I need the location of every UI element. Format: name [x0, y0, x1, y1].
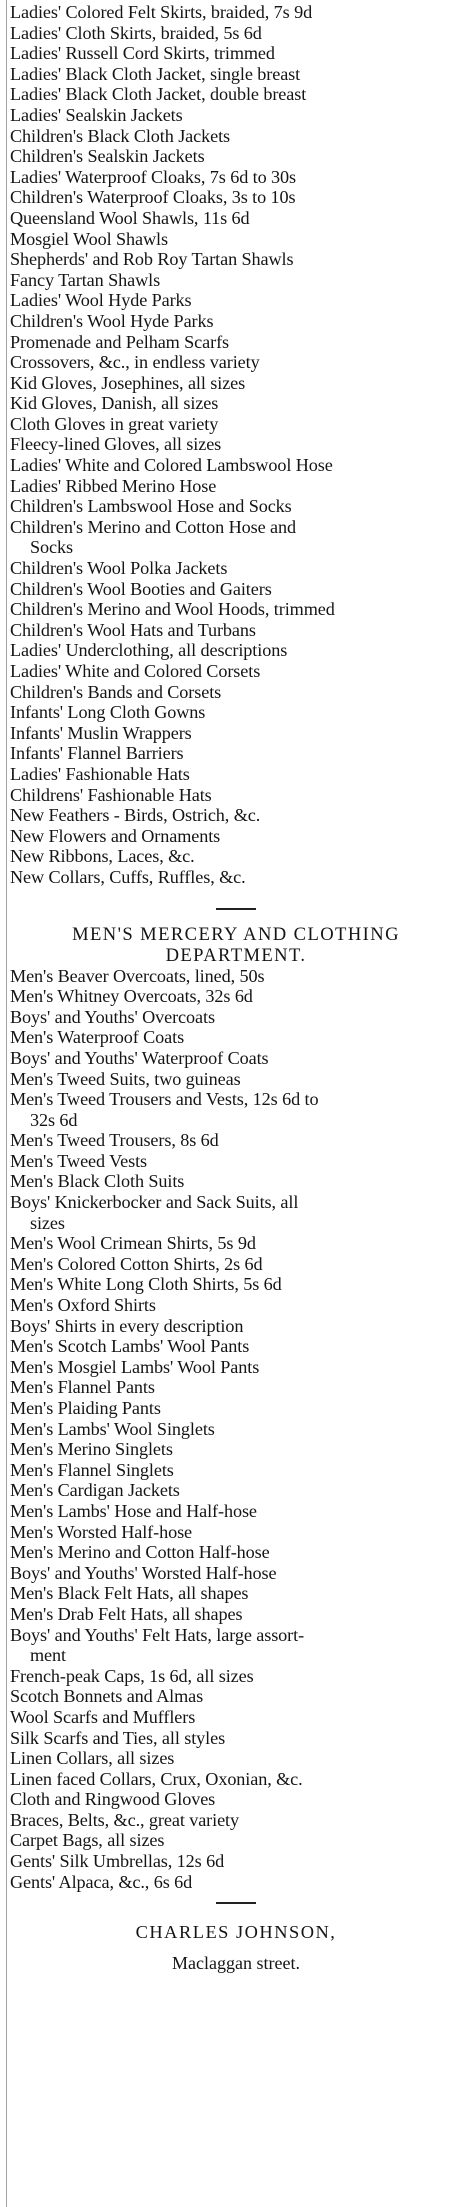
- list-item: Silk Scarfs and Ties, all styles: [10, 1727, 226, 1748]
- list-item: Shepherds' and Rob Roy Tartan Shawls: [10, 249, 294, 270]
- list-item: Infants' Flannel Barriers: [10, 743, 184, 764]
- list-item: Ladies' Ribbed Merino Hose: [10, 475, 217, 496]
- list-item: Men's Lambs' Hose and Half-hose: [10, 1500, 257, 1521]
- list-item: Men's Merino and Cotton Half-hose: [10, 1542, 270, 1563]
- list-item: Linen faced Collars, Crux, Oxonian, &c.: [10, 1768, 303, 1789]
- list-item: Cloth Gloves in great variety: [10, 413, 219, 434]
- list-item: Men's Drab Felt Hats, all shapes: [10, 1603, 243, 1624]
- heading-line-1: MEN'S MERCERY AND CLOTHING: [72, 923, 400, 945]
- list-item: [10, 1089, 462, 1130]
- list-item: Ladies' Waterproof Cloaks, 7s 6d to 30s: [10, 166, 297, 187]
- list-item: Men's White Long Cloth Shirts, 5s 6d: [10, 1274, 282, 1295]
- list-item-line: Boys' Knickerbocker and Sack Suits, all: [10, 1192, 299, 1213]
- mens-department-heading: [10, 924, 462, 966]
- list-item: [10, 1192, 462, 1233]
- list-item: Boys' and Youths' Overcoats: [10, 1006, 215, 1027]
- column-rule: [6, 0, 7, 2207]
- list-item: [10, 517, 462, 558]
- list-item: Mosgiel Wool Shawls: [10, 228, 168, 249]
- list-item: Children's Wool Booties and Gaiters: [10, 578, 272, 599]
- list-item: Braces, Belts, &c., great variety: [10, 1809, 240, 1830]
- list-item: Linen Collars, all sizes: [10, 1748, 175, 1769]
- list-item: Ladies' Underclothing, all descriptions: [10, 640, 288, 661]
- list-item: French-peak Caps, 1s 6d, all sizes: [10, 1665, 254, 1686]
- list-item-line: Children's Merino and Cotton Hose and: [10, 516, 296, 537]
- list-item: Men's Beaver Overcoats, lined, 50s: [10, 965, 265, 986]
- list-item-continuation: ment: [30, 1645, 66, 1666]
- list-item: Men's Tweed Suits, two guineas: [10, 1068, 241, 1089]
- list-item: Scotch Bonnets and Almas: [10, 1686, 204, 1707]
- list-item: Men's Merino Singlets: [10, 1439, 173, 1460]
- list-item: Fleecy-lined Gloves, all sizes: [10, 434, 222, 455]
- list-item-continuation: sizes: [30, 1212, 65, 1233]
- list-item-line: Boys' and Youths' Felt Hats, large assort-: [10, 1624, 305, 1645]
- list-item: Crossovers, &c., in endless variety: [10, 352, 260, 373]
- list-item: Ladies' Wool Hyde Parks: [10, 290, 192, 311]
- section-gap: [10, 888, 462, 908]
- list-item: Gents' Alpaca, &c., 6s 6d: [10, 1871, 193, 1892]
- list-item: Ladies' Colored Felt Skirts, braided, 7s 9d: [10, 2, 313, 22]
- list-item: New Feathers - Birds, Ostrich, &c.: [10, 805, 261, 826]
- list-item: Men's Flannel Singlets: [10, 1459, 174, 1480]
- list-item: Men's Cardigan Jackets: [10, 1480, 180, 1501]
- list-item: Men's Colored Cotton Shirts, 2s 6d: [10, 1253, 263, 1274]
- list-item: Queensland Wool Shawls, 11s 6d: [10, 207, 250, 228]
- list-item-continuation: Socks: [30, 537, 73, 558]
- list-item: Men's Oxford Shirts: [10, 1295, 156, 1316]
- mens-department-list: [10, 966, 462, 1893]
- list-item: Infants' Long Cloth Gowns: [10, 702, 206, 723]
- list-item: Ladies' Russell Cord Skirts, trimmed: [10, 43, 275, 64]
- list-item: Men's Wool Crimean Shirts, 5s 9d: [10, 1233, 256, 1254]
- list-item: Children's Waterproof Cloaks, 3s to 10s: [10, 187, 296, 208]
- ladies-department-list: [10, 2, 462, 888]
- list-item: Promenade and Pelham Scarfs: [10, 331, 230, 352]
- list-item: Children's Lambswool Hose and Socks: [10, 496, 292, 517]
- list-item: Ladies' Cloth Skirts, braided, 5s 6d: [10, 22, 262, 43]
- list-item: Carpet Bags, all sizes: [10, 1830, 165, 1851]
- list-item: Boys' and Youths' Waterproof Coats: [10, 1047, 269, 1068]
- merchant-name: CHARLES JOHNSON,: [135, 1922, 337, 1943]
- list-item: Ladies' Sealskin Jackets: [10, 104, 183, 125]
- heading-line-2: DEPARTMENT.: [165, 944, 307, 966]
- list-item: Men's Flannel Pants: [10, 1377, 155, 1398]
- list-item: New Collars, Cuffs, Ruffles, &c.: [10, 866, 246, 887]
- list-item-continuation: 32s 6d: [30, 1109, 78, 1130]
- list-item: Kid Gloves, Josephines, all sizes: [10, 372, 246, 393]
- list-item: Men's Scotch Lambs' Wool Pants: [10, 1336, 250, 1357]
- list-item: Children's Wool Hyde Parks: [10, 310, 214, 331]
- list-item: Children's Sealskin Jackets: [10, 146, 205, 167]
- list-item: Men's Plaiding Pants: [10, 1398, 161, 1418]
- list-item: Infants' Muslin Wrappers: [10, 722, 192, 743]
- list-item: New Ribbons, Laces, &c.: [10, 846, 195, 867]
- list-item: Men's Mosgiel Lambs' Wool Pants: [10, 1356, 260, 1377]
- list-item: Wool Scarfs and Mufflers: [10, 1706, 196, 1727]
- list-item: Men's Black Cloth Suits: [10, 1171, 185, 1192]
- list-item: Children's Bands and Corsets: [10, 681, 222, 702]
- list-item: Ladies' White and Colored Lambswool Hose: [10, 455, 333, 476]
- list-item: Men's Tweed Trousers, 8s 6d: [10, 1130, 219, 1151]
- list-item: New Flowers and Ornaments: [10, 825, 221, 846]
- list-item: Boys' Shirts in every description: [10, 1315, 244, 1336]
- closing-divider: [216, 1902, 256, 1904]
- list-item: Ladies' Black Cloth Jacket, single breast: [10, 63, 301, 84]
- list-item: Cloth and Ringwood Gloves: [10, 1789, 216, 1810]
- list-item: Men's Black Felt Hats, all shapes: [10, 1583, 249, 1604]
- list-item: Children's Wool Hats and Turbans: [10, 619, 256, 640]
- list-item: Childrens' Fashionable Hats: [10, 784, 212, 805]
- list-item: Men's Worsted Half-hose: [10, 1521, 193, 1542]
- list-item: Children's Black Cloth Jackets: [10, 125, 231, 146]
- list-item: Gents' Silk Umbrellas, 12s 6d: [10, 1851, 225, 1872]
- list-item: Men's Lambs' Wool Singlets: [10, 1418, 215, 1439]
- list-item: Kid Gloves, Danish, all sizes: [10, 393, 219, 414]
- list-item: Ladies' Fashionable Hats: [10, 763, 190, 784]
- list-item: Men's Tweed Vests: [10, 1150, 148, 1171]
- list-item: Ladies' White and Colored Corsets: [10, 661, 261, 681]
- list-item: Men's Waterproof Coats: [10, 1027, 185, 1048]
- list-item: Ladies' Black Cloth Jacket, double breast: [10, 84, 307, 105]
- list-item: Men's Whitney Overcoats, 32s 6d: [10, 986, 253, 1007]
- list-item: Children's Wool Polka Jackets: [10, 558, 228, 579]
- list-item: Fancy Tartan Shawls: [10, 269, 161, 290]
- list-item: Boys' and Youths' Worsted Half-hose: [10, 1562, 277, 1583]
- list-item: Children's Merino and Wool Hoods, trimmed: [10, 599, 335, 620]
- list-item-line: Men's Tweed Trousers and Vests, 12s 6d to: [10, 1089, 319, 1110]
- section-divider: [216, 908, 256, 910]
- merchant-address: Maclaggan street.: [172, 1953, 300, 1974]
- list-item: [10, 1625, 462, 1666]
- advertisement-column: [10, 2, 462, 1974]
